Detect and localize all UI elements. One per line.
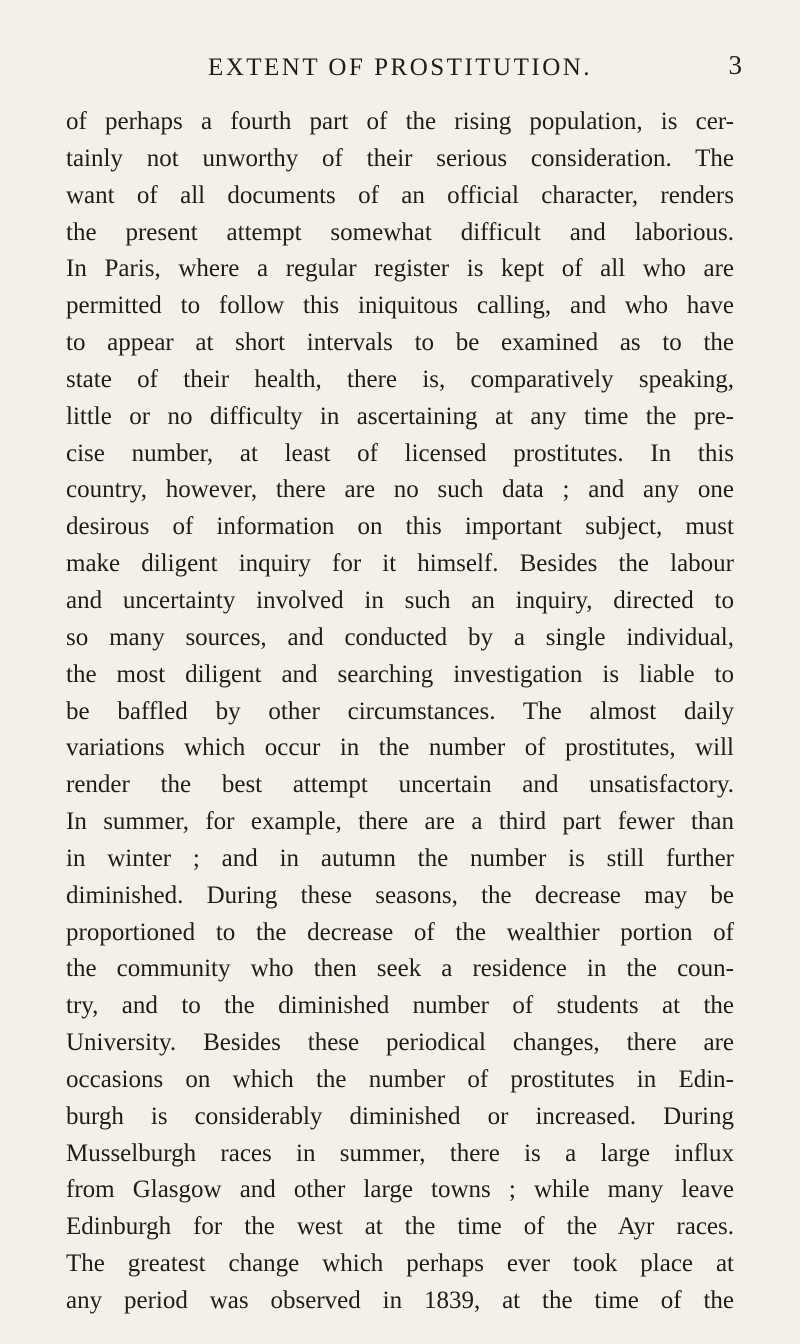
text-line: to appear at short intervals to be examined as to the	[66, 329, 734, 357]
text-line: In summer, for example, there are a third part fewer than	[66, 808, 734, 836]
text-line: proportioned to the decrease of the wealthier portion of	[66, 918, 734, 946]
text-line: Musselburgh races in summer, there is a large influx	[66, 1139, 734, 1167]
page-number: 3	[728, 50, 742, 80]
text-line: In Paris, where a regular register is kept of all who are	[66, 255, 734, 283]
text-line: of perhaps a fourth part of the rising population, is cer-	[66, 108, 734, 135]
text-line: tainly not unworthy of their serious consideration. The	[66, 144, 734, 172]
text-line: be baffled by other circumstances. The almost daily	[66, 697, 734, 725]
text-line: country, however, there are no such data ; and any one	[66, 476, 734, 504]
text-line: permitted to follow this iniquitous calling, and who have	[66, 292, 734, 320]
text-line: make diligent inquiry for it himself. Besides the labour	[66, 550, 734, 578]
text-line: want of all documents of an official character, renders	[66, 181, 734, 209]
text-line: the most diligent and searching investigation is liable to	[66, 660, 734, 688]
text-line: so many sources, and conducted by a single individual,	[66, 623, 734, 651]
text-line: diminished. During these seasons, the decrease may be	[66, 881, 734, 909]
text-line: and uncertainty involved in such an inquiry, directed to	[66, 586, 734, 614]
text-line: state of their health, there is, comparatively speaking,	[66, 365, 734, 393]
text-line: little or no difficulty in ascertaining at any time the pre-	[66, 402, 734, 430]
body-text	[66, 104, 734, 1320]
text-line: University. Besides these periodical changes, there are	[66, 1029, 734, 1057]
text-line: variations which occur in the number of prostitutes, will	[66, 734, 734, 762]
text-line: from Glasgow and other large towns ; while many leave	[66, 1176, 734, 1204]
text-line: in winter ; and in autumn the number is still further	[66, 844, 734, 872]
text-line: The greatest change which perhaps ever took place at	[66, 1250, 734, 1278]
text-line: Edinburgh for the west at the time of the Ayr races.	[66, 1213, 734, 1241]
running-head	[0, 46, 800, 86]
text-line: render the best attempt uncertain and unsatisfactory.	[66, 771, 734, 799]
running-title: EXTENT OF PROSTITUTION.	[207, 54, 593, 81]
text-line: cise number, at least of licensed prostitutes. In this	[66, 439, 734, 467]
text-line: try, and to the diminished number of students at the	[66, 992, 734, 1020]
text-line: any period was observed in 1839, at the time of the	[66, 1287, 734, 1314]
text-line: desirous of information on this important subject, must	[66, 513, 734, 541]
text-line: occasions on which the number of prostitutes in Edin-	[66, 1065, 734, 1093]
text-line: the present attempt somewhat difficult and laborious.	[66, 218, 734, 246]
text-line: the community who then seek a residence in the coun-	[66, 955, 734, 983]
text-line: burgh is considerably diminished or increased. During	[66, 1102, 734, 1130]
